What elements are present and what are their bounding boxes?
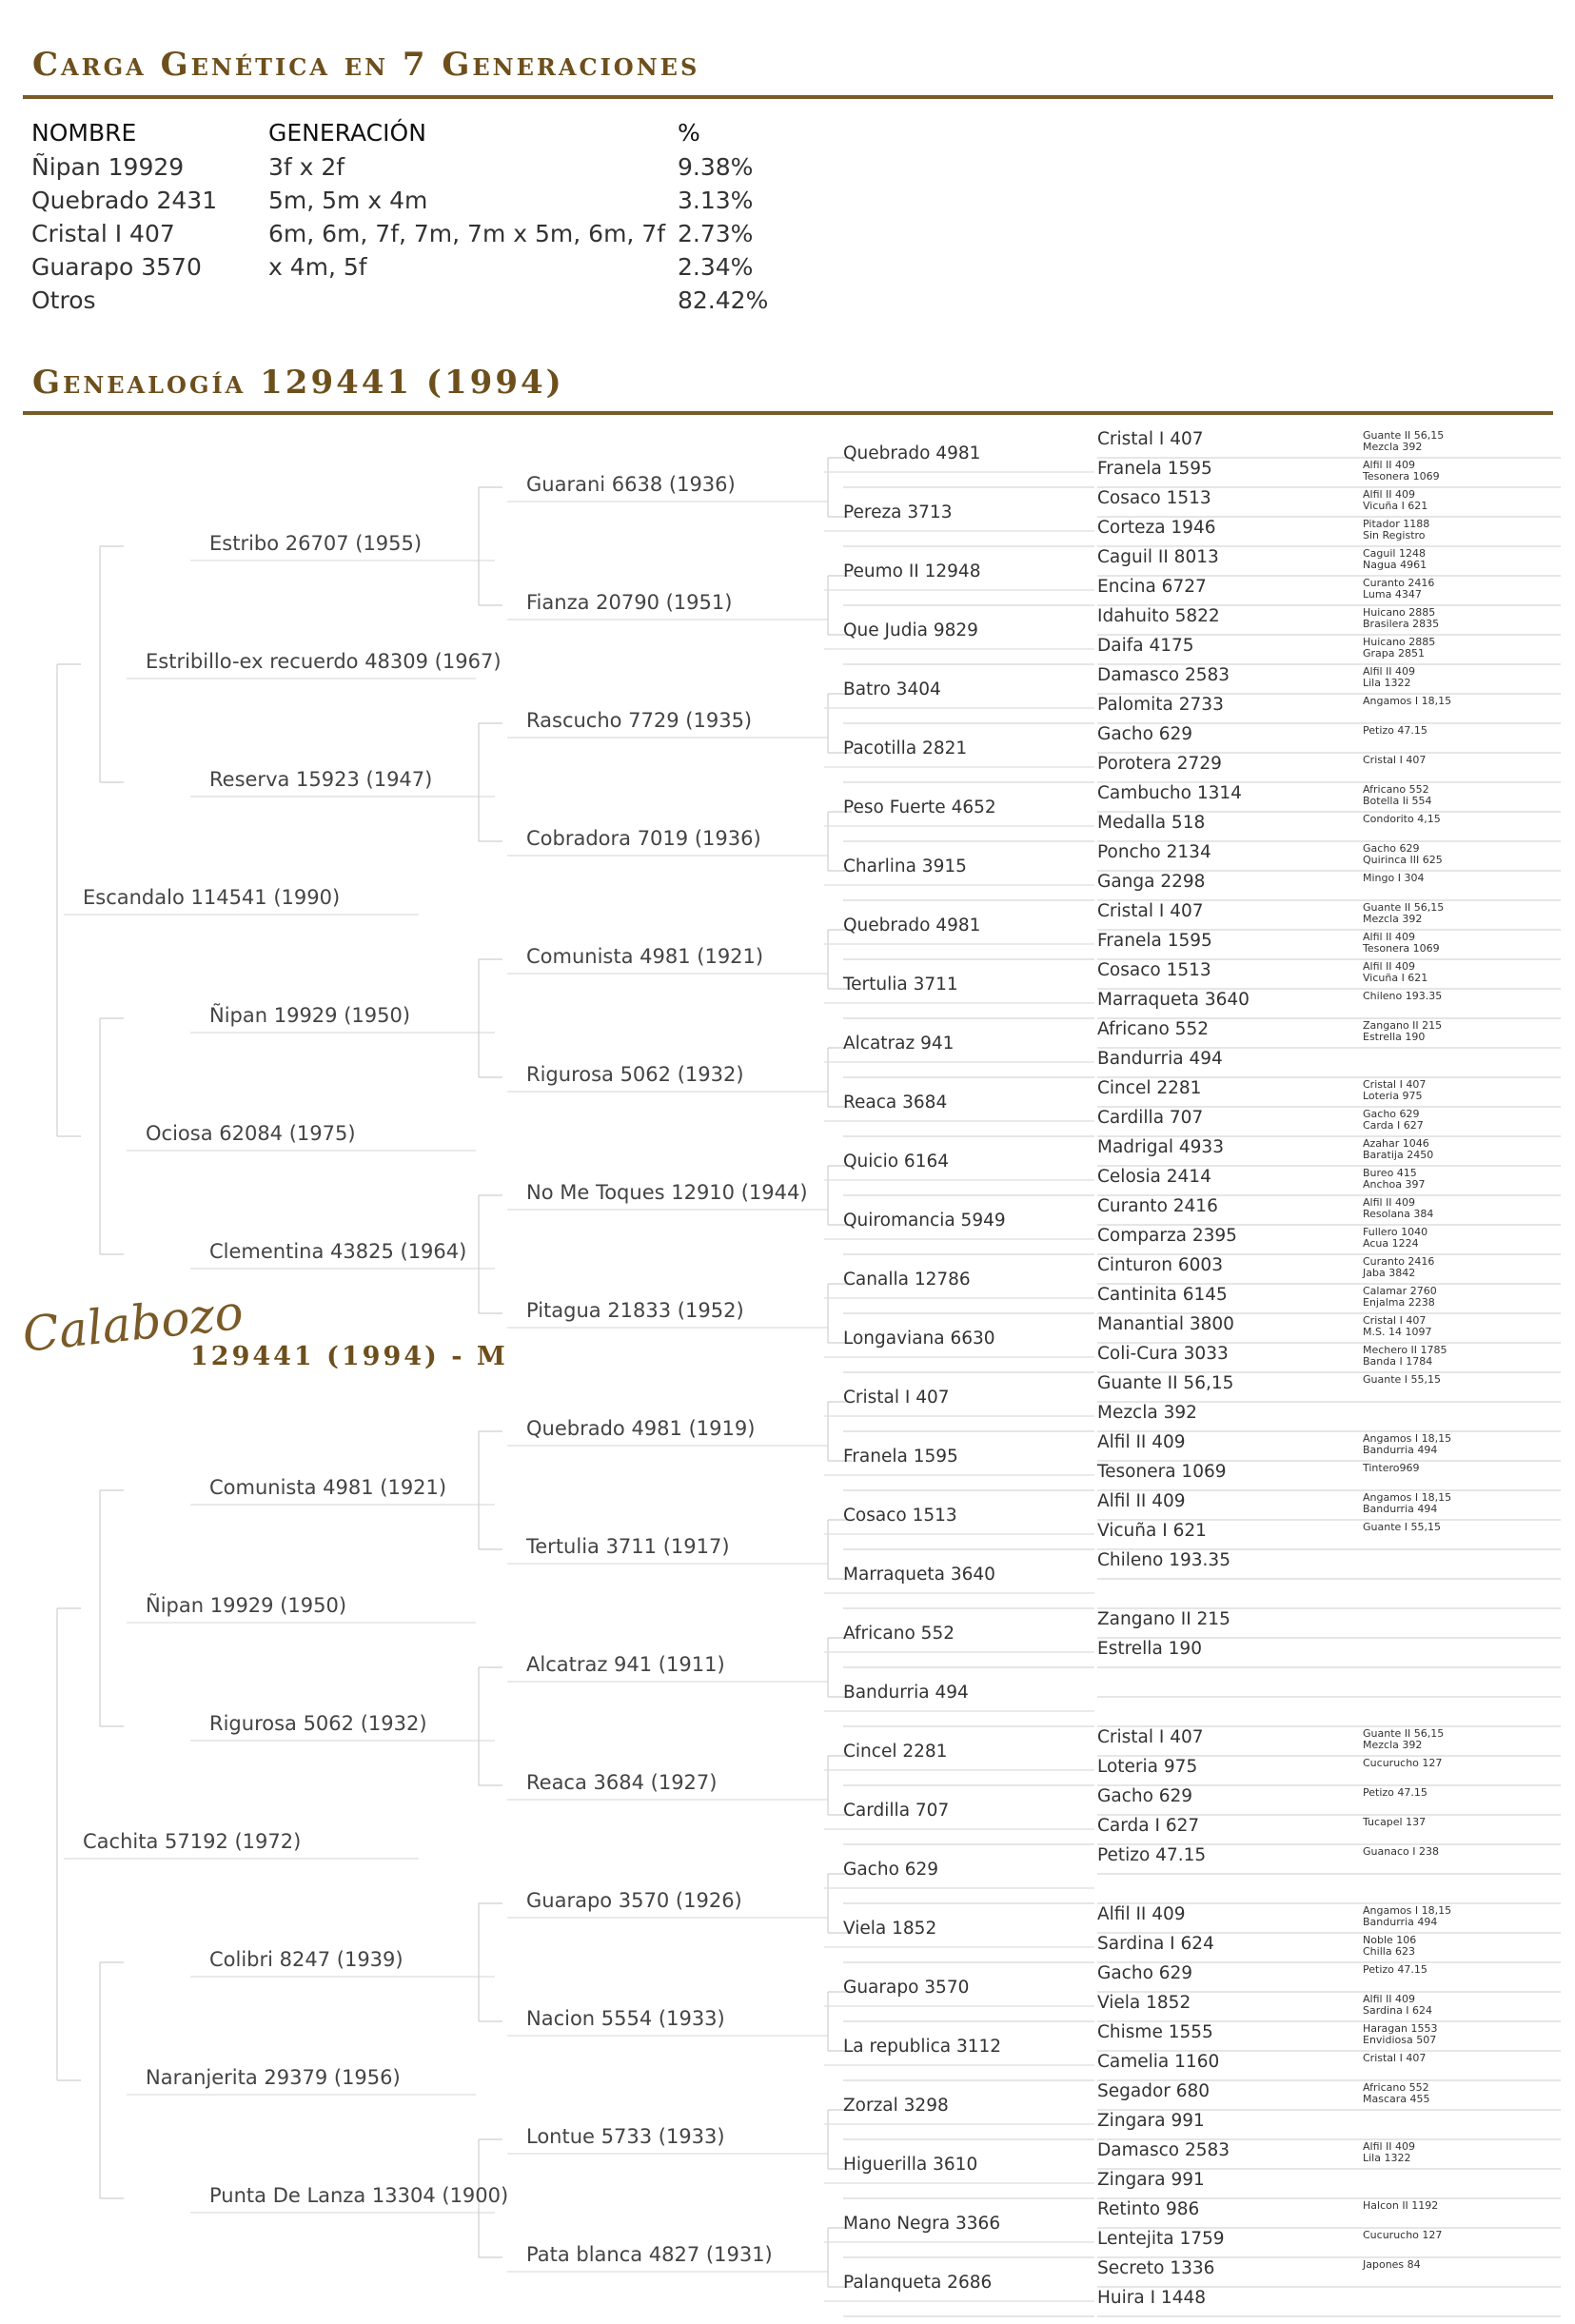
ancestor-g6: Africano 552 — [1097, 1018, 1209, 1039]
ancestor-g6: Huira I 1448 — [1097, 2287, 1207, 2308]
ancestor-g4: Rascucho 7729 (1935) — [526, 709, 753, 732]
ancestor-g7: Alfil II 409 — [1363, 1993, 1416, 2005]
ancestor-g2: Naranjerita 29379 (1956) — [146, 2066, 401, 2089]
carga-nombre: Cristal I 407 — [31, 220, 175, 247]
carga-generacion: 6m, 6m, 7f, 7m, 7m x 5m, 6m, 7f — [268, 220, 666, 247]
ancestor-g7: Azahar 1046 — [1363, 1137, 1429, 1150]
ancestor-g7: Alfil II 409 — [1363, 665, 1416, 678]
ancestor-g5: Cardilla 707 — [843, 1801, 950, 1821]
ancestor-g6: Lentejita 1759 — [1097, 2228, 1225, 2249]
ancestor-g7: Estrella 190 — [1363, 1031, 1426, 1043]
ancestor-g7: Alfil II 409 — [1363, 960, 1416, 973]
ancestor-g7: Curanto 2416 — [1363, 577, 1435, 589]
ancestor-g7: Bandurria 494 — [1363, 1503, 1438, 1515]
ancestor-g6: Manantial 3800 — [1097, 1313, 1234, 1334]
ancestor-g7: Enjalma 2238 — [1363, 1296, 1435, 1309]
ancestor-g6: Comparza 2395 — [1097, 1225, 1237, 1246]
ancestor-g7: Huicano 2885 — [1363, 636, 1436, 648]
ancestor-g3: Ñipan 19929 (1950) — [209, 1004, 411, 1027]
ancestor-g6: Viela 1852 — [1097, 1992, 1191, 2013]
ancestor-g7: Cristal I 407 — [1363, 2052, 1427, 2064]
ancestor-g7: Angamos I 18,15 — [1363, 1432, 1452, 1445]
ancestor-g6: Cinturon 6003 — [1097, 1254, 1223, 1275]
ancestor-g7: Petizo 47.15 — [1363, 1963, 1427, 1976]
ancestor-g3: Colibri 8247 (1939) — [209, 1948, 404, 1971]
ancestor-g6: Chileno 193.35 — [1097, 1549, 1230, 1570]
ancestor-g7: M.S. 14 1097 — [1363, 1326, 1432, 1338]
ancestor-g7: Guante I 55,15 — [1363, 1521, 1442, 1533]
ancestor-g7: Luma 4347 — [1363, 588, 1422, 601]
carga-porcentaje: 82.42% — [678, 286, 769, 314]
ancestor-g7: Alfil II 409 — [1363, 488, 1416, 501]
ancestor-g6: Cosaco 1513 — [1097, 487, 1211, 508]
ancestor-g6: Madrigal 4933 — [1097, 1136, 1224, 1157]
ancestor-g4: No Me Toques 12910 (1944) — [526, 1181, 808, 1204]
ancestor-g7: Cristal I 407 — [1363, 1314, 1427, 1327]
ancestor-g7: Noble 106 — [1363, 1934, 1417, 1946]
ancestor-g6: Segador 680 — [1097, 2080, 1211, 2101]
ancestor-g6: Franela 1595 — [1097, 458, 1212, 479]
ancestor-g2: Ociosa 62084 (1975) — [146, 1122, 356, 1145]
ancestor-g6: Poncho 2134 — [1097, 841, 1211, 862]
ancestor-g6: Gacho 629 — [1097, 1785, 1193, 1806]
ancestor-g7: Calamar 2760 — [1363, 1285, 1437, 1297]
ancestor-g6: Sardina I 624 — [1097, 1933, 1214, 1954]
ancestor-g7: Carda I 627 — [1363, 1119, 1424, 1132]
header-nombre: NOMBRE — [31, 119, 137, 147]
ancestor-g5: Africano 552 — [843, 1624, 955, 1644]
ancestor-g5: Zorzal 3298 — [843, 2096, 949, 2116]
ancestor-g2: Ñipan 19929 (1950) — [146, 1594, 347, 1617]
ancestor-g7: Botella Ii 554 — [1363, 795, 1432, 807]
carga-generacion: 5m, 5m x 4m — [268, 187, 428, 214]
ancestor-g4: Fianza 20790 (1951) — [526, 591, 733, 614]
ancestor-g7: Guante I 55,15 — [1363, 1373, 1442, 1386]
ancestor-g7: Envidiosa 507 — [1363, 2034, 1437, 2046]
ancestor-g3: Reserva 15923 (1947) — [209, 768, 433, 791]
ancestor-g5: Cristal I 407 — [843, 1388, 950, 1408]
ancestor-g5: La republica 3112 — [843, 2037, 1002, 2057]
ancestor-g7: Petizo 47.15 — [1363, 1786, 1427, 1799]
ancestor-g4: Guarani 6638 (1936) — [526, 473, 736, 496]
ancestor-g7: Baratija 2450 — [1363, 1149, 1434, 1161]
ancestor-g6: Coli-Cura 3033 — [1097, 1343, 1229, 1364]
carga-porcentaje: 2.34% — [678, 253, 754, 281]
ancestor-g5: Quebrado 4981 — [843, 916, 981, 936]
carga-porcentaje: 2.73% — [678, 220, 754, 247]
carga-nombre: Ñipan 19929 — [31, 153, 185, 181]
ancestor-g6: Tesonera 1069 — [1097, 1461, 1227, 1482]
ancestor-g7: Sin Registro — [1363, 529, 1426, 542]
ancestor-g6: Marraqueta 3640 — [1097, 989, 1250, 1010]
ancestor-g6: Zingara 991 — [1097, 2110, 1205, 2131]
ancestor-g7: Banda I 1784 — [1363, 1355, 1433, 1368]
ancestor-g6: Gacho 629 — [1097, 1962, 1193, 1983]
subject-title: 129441 (1994) - M — [190, 1342, 508, 1371]
ancestor-g6: Porotera 2729 — [1097, 753, 1222, 774]
ancestor-g6: Curanto 2416 — [1097, 1195, 1218, 1216]
ancestor-g7: Mezcla 392 — [1363, 441, 1423, 453]
ancestor-g6: Cristal I 407 — [1097, 1726, 1204, 1747]
ancestor-g7: Angamos I 18,15 — [1363, 1904, 1452, 1917]
ancestor-g4: Rigurosa 5062 (1932) — [526, 1063, 744, 1086]
ancestor-g4: Comunista 4981 (1921) — [526, 945, 764, 968]
ancestor-g7: Lila 1322 — [1363, 2152, 1411, 2164]
ancestor-g7: Angamos I 18,15 — [1363, 695, 1452, 707]
ancestor-g7: Tucapel 137 — [1363, 1816, 1427, 1828]
ancestor-g7: Acua 1224 — [1363, 1237, 1419, 1250]
ancestor-g7: Alfil II 409 — [1363, 1196, 1416, 1209]
ancestor-g4: Quebrado 4981 (1919) — [526, 1417, 756, 1440]
ancestor-g7: Alfil II 409 — [1363, 2140, 1416, 2153]
ancestor-g7: Japones 84 — [1363, 2258, 1421, 2271]
ancestor-g5: Tertulia 3711 — [843, 975, 958, 995]
ancestor-g6: Ganga 2298 — [1097, 871, 1206, 892]
ancestor-g7: Chilla 623 — [1363, 1945, 1416, 1958]
carga-porcentaje: 9.38% — [678, 153, 754, 181]
ancestor-g6: Franela 1595 — [1097, 930, 1212, 951]
ancestor-g5: Charlina 3915 — [843, 857, 967, 876]
ancestor-g6: Encina 6727 — [1097, 576, 1207, 597]
genealogia-title: Genealogía 129441 (1994) — [32, 364, 564, 402]
ancestor-g7: Angamos I 18,15 — [1363, 1491, 1452, 1504]
ancestor-g5: Quicio 6164 — [843, 1152, 950, 1172]
ancestor-g7: Alfil II 409 — [1363, 459, 1416, 471]
ancestor-g7: Petizo 47.15 — [1363, 724, 1427, 737]
ancestor-g7: Fullero 1040 — [1363, 1226, 1428, 1238]
ancestor-g5: Pacotilla 2821 — [843, 739, 968, 758]
carga-generacion: 3f x 2f — [268, 153, 345, 181]
carga-generacion: x 4m, 5f — [268, 253, 367, 281]
ancestor-g7: Anchoa 397 — [1363, 1178, 1426, 1191]
ancestor-g5: Reaca 3684 — [843, 1093, 948, 1113]
carga-title: Carga Genética en 7 Generaciones — [32, 46, 700, 84]
ancestor-g4: Cobradora 7019 (1936) — [526, 827, 761, 850]
ancestor-g7: Guanaco I 238 — [1363, 1845, 1439, 1858]
ancestor-g6: Estrella 190 — [1097, 1638, 1202, 1659]
ancestor-g4: Pitagua 21833 (1952) — [526, 1299, 744, 1322]
ancestor-g6: Carda I 627 — [1097, 1815, 1200, 1836]
ancestor-g6: Daifa 4175 — [1097, 635, 1194, 656]
header-generacion: GENERACIÓN — [268, 119, 426, 147]
ancestor-g6: Petizo 47.15 — [1097, 1844, 1207, 1865]
ancestor-g7: Tesonera 1069 — [1363, 942, 1440, 955]
ancestor-g2: Estribillo-ex recuerdo 48309 (1967) — [146, 650, 502, 673]
ancestor-g5: Cosaco 1513 — [843, 1506, 957, 1526]
ancestor-g5: Guarapo 3570 — [843, 1978, 970, 1998]
ancestor-g5: Bandurria 494 — [843, 1683, 969, 1703]
ancestor-g5: Peso Fuerte 4652 — [843, 798, 996, 817]
ancestor-g7: Chileno 193.35 — [1363, 990, 1443, 1002]
ancestor-g5: Que Judia 9829 — [843, 620, 978, 640]
carga-nombre: Quebrado 2431 — [31, 187, 218, 214]
ancestor-g6: Camelia 1160 — [1097, 2051, 1220, 2072]
ancestor-g7: Quirinca III 625 — [1363, 854, 1443, 866]
ancestor-g6: Alfil II 409 — [1097, 1490, 1186, 1511]
ancestor-g1: Cachita 57192 (1972) — [83, 1830, 302, 1853]
ancestor-g6: Palomita 2733 — [1097, 694, 1224, 715]
ancestor-g4: Tertulia 3711 (1917) — [526, 1535, 730, 1558]
ancestor-g5: Batro 3404 — [843, 679, 941, 699]
ancestor-g6: Loteria 975 — [1097, 1756, 1198, 1777]
ancestor-g6: Zingara 991 — [1097, 2169, 1205, 2190]
ancestor-g5: Higuerilla 3610 — [843, 2155, 978, 2175]
ancestor-g6: Cardilla 707 — [1097, 1107, 1204, 1128]
signature-calabozo: Calabozo — [19, 1284, 246, 1363]
carga-porcentaje: 3.13% — [678, 187, 754, 214]
ancestor-g4: Alcatraz 941 (1911) — [526, 1653, 725, 1676]
ancestor-g5: Pereza 3713 — [843, 502, 953, 522]
ancestor-g3: Rigurosa 5062 (1932) — [209, 1712, 427, 1735]
ancestor-g7: Mingo I 304 — [1363, 872, 1425, 884]
carga-nombre: Otros — [31, 286, 96, 314]
ancestor-g7: Guante II 56,15 — [1363, 1727, 1445, 1740]
ancestor-g7: Curanto 2416 — [1363, 1255, 1435, 1268]
ancestor-g4: Lontue 5733 (1933) — [526, 2125, 725, 2148]
ancestor-g7: Jaba 3842 — [1363, 1267, 1416, 1279]
ancestor-g6: Cincel 2281 — [1097, 1077, 1202, 1098]
ancestor-g7: Africano 552 — [1363, 2081, 1429, 2094]
carga-nombre: Guarapo 3570 — [31, 253, 202, 281]
ancestor-g6: Zangano II 215 — [1097, 1608, 1230, 1629]
ancestor-g6: Cristal I 407 — [1097, 428, 1204, 449]
ancestor-g7: Bureo 415 — [1363, 1167, 1417, 1179]
ancestor-g6: Gacho 629 — [1097, 723, 1193, 744]
ancestor-g7: Gacho 629 — [1363, 1108, 1420, 1120]
ancestor-g7: Guante II 56,15 — [1363, 429, 1445, 442]
ancestor-g7: Tesonera 1069 — [1363, 470, 1440, 483]
ancestor-g7: Gacho 629 — [1363, 842, 1420, 855]
ancestor-g7: Resolana 384 — [1363, 1208, 1434, 1220]
ancestor-g7: Cucurucho 127 — [1363, 2229, 1443, 2241]
ancestor-g7: Alfil II 409 — [1363, 931, 1416, 943]
ancestor-g7: Bandurria 494 — [1363, 1916, 1438, 1928]
ancestor-g4: Reaca 3684 (1927) — [526, 1771, 718, 1794]
ancestor-g7: Cucurucho 127 — [1363, 1757, 1443, 1769]
ancestor-g7: Vicuña I 621 — [1363, 500, 1428, 512]
ancestor-g7: Huicano 2885 — [1363, 606, 1436, 619]
ancestor-g5: Longaviana 6630 — [843, 1329, 995, 1349]
ancestor-g1: Escandalo 114541 (1990) — [83, 886, 341, 909]
ancestor-g5: Quiromancia 5949 — [843, 1211, 1006, 1231]
ancestor-g7: Sardina I 624 — [1363, 2004, 1433, 2017]
ancestor-g6: Vicuña I 621 — [1097, 1520, 1207, 1541]
ancestor-g7: Bandurria 494 — [1363, 1444, 1438, 1456]
ancestor-g7: Caguil 1248 — [1363, 547, 1426, 560]
ancestor-g6: Damasco 2583 — [1097, 664, 1230, 685]
ancestor-g7: Vicuña I 621 — [1363, 972, 1428, 984]
ancestor-g7: Grapa 2851 — [1363, 647, 1426, 660]
ancestor-g6: Celosia 2414 — [1097, 1166, 1211, 1187]
ancestor-g7: Loteria 975 — [1363, 1090, 1423, 1102]
ancestor-g7: Mechero II 1785 — [1363, 1344, 1447, 1356]
ancestor-g5: Viela 1852 — [843, 1919, 937, 1939]
ancestor-g7: Brasilera 2835 — [1363, 618, 1440, 630]
ancestor-g6: Cantinita 6145 — [1097, 1284, 1228, 1305]
ancestor-g7: Condorito 4,15 — [1363, 813, 1441, 825]
ancestor-g5: Canalla 12786 — [843, 1270, 971, 1290]
ancestor-g6: Cristal I 407 — [1097, 900, 1204, 921]
ancestor-g5: Mano Negra 3366 — [843, 2214, 1001, 2234]
ancestor-g7: Pitador 1188 — [1363, 518, 1430, 530]
ancestor-g3: Comunista 4981 (1921) — [209, 1476, 447, 1499]
ancestor-g6: Guante II 56,15 — [1097, 1372, 1234, 1393]
ancestor-g6: Mezcla 392 — [1097, 1402, 1197, 1423]
ancestor-g5: Cincel 2281 — [843, 1742, 948, 1762]
ancestor-g7: Mezcla 392 — [1363, 1739, 1423, 1751]
ancestor-g6: Retinto 986 — [1097, 2198, 1200, 2219]
ancestor-g4: Nacion 5554 (1933) — [526, 2007, 725, 2030]
ancestor-g6: Idahuito 5822 — [1097, 605, 1220, 626]
ancestor-g3: Punta De Lanza 13304 (1900) — [209, 2184, 509, 2207]
ancestor-g6: Damasco 2583 — [1097, 2139, 1230, 2160]
ancestor-g4: Guarapo 3570 (1926) — [526, 1889, 742, 1912]
ancestor-g7: Haragan 1553 — [1363, 2022, 1438, 2035]
ancestor-g7: Halcon II 1192 — [1363, 2199, 1439, 2212]
ancestor-g7: Mezcla 392 — [1363, 913, 1423, 925]
ancestor-g6: Alfil II 409 — [1097, 1431, 1186, 1452]
ancestor-g7: Zangano II 215 — [1363, 1019, 1443, 1032]
ancestor-g7: Africano 552 — [1363, 783, 1429, 796]
ancestor-g7: Guante II 56,15 — [1363, 901, 1445, 914]
ancestor-g6: Cosaco 1513 — [1097, 959, 1211, 980]
ancestor-g5: Marraqueta 3640 — [843, 1565, 995, 1585]
ancestor-g3: Clementina 43825 (1964) — [209, 1240, 467, 1263]
ancestor-g7: Lila 1322 — [1363, 677, 1411, 689]
ancestor-g7: Cristal I 407 — [1363, 1078, 1427, 1091]
ancestor-g6: Corteza 1946 — [1097, 517, 1216, 538]
ancestor-g5: Palanqueta 2686 — [843, 2273, 993, 2293]
ancestor-g6: Alfil II 409 — [1097, 1903, 1186, 1924]
ancestor-g5: Gacho 629 — [843, 1860, 939, 1880]
ancestor-g5: Peumo II 12948 — [843, 561, 981, 581]
ancestor-g5: Quebrado 4981 — [843, 443, 981, 463]
ancestor-g5: Franela 1595 — [843, 1447, 958, 1467]
ancestor-g6: Bandurria 494 — [1097, 1048, 1223, 1069]
ancestor-g3: Estribo 26707 (1955) — [209, 532, 423, 555]
ancestor-g6: Caguil II 8013 — [1097, 546, 1219, 567]
header-porcentaje: % — [678, 119, 700, 147]
ancestor-g6: Cambucho 1314 — [1097, 782, 1242, 803]
ancestor-g7: Mascara 455 — [1363, 2093, 1430, 2105]
ancestor-g7: Tintero969 — [1363, 1462, 1420, 1474]
ancestor-g6: Chisme 1555 — [1097, 2021, 1213, 2042]
ancestor-g6: Secreto 1336 — [1097, 2257, 1215, 2278]
ancestor-g6: Medalla 518 — [1097, 812, 1206, 833]
ancestor-g4: Pata blanca 4827 (1931) — [526, 2243, 773, 2266]
ancestor-g7: Cristal I 407 — [1363, 754, 1427, 766]
ancestor-g5: Alcatraz 941 — [843, 1034, 955, 1054]
ancestor-g7: Nagua 4961 — [1363, 559, 1427, 571]
